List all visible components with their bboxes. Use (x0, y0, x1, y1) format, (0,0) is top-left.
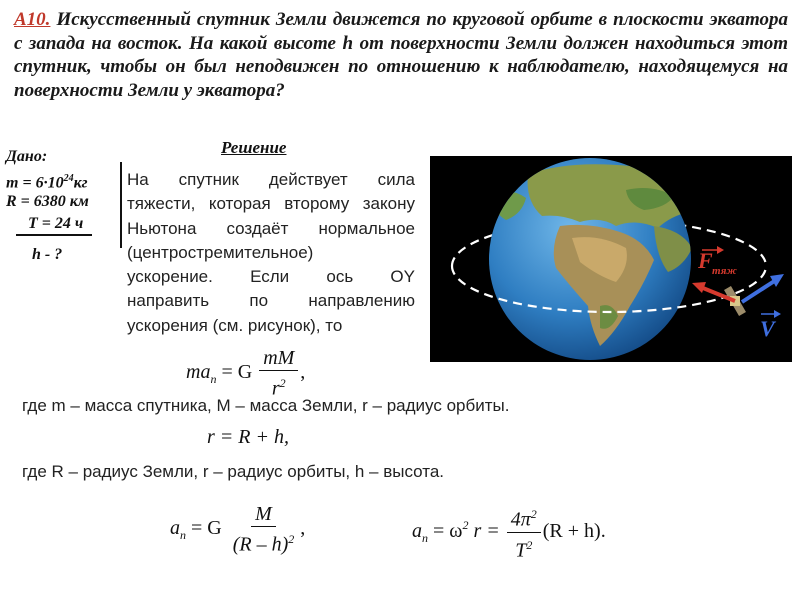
solution-word: по (249, 291, 269, 311)
eq1-den-base: r (271, 377, 280, 400)
solution-word: второму (284, 194, 350, 214)
solution-word: спутник (178, 170, 239, 189)
given-mass-exp: 24 (63, 173, 74, 184)
eq4-mid-exp: 2 (462, 518, 469, 533)
given-separator (120, 162, 122, 248)
eq3-den-exp: 2 (288, 532, 295, 546)
solution-word: сила (377, 170, 415, 189)
eq4-tail: (R + h). (542, 519, 606, 542)
solution-word: ускорение. (127, 267, 213, 287)
orbit-illustration (430, 156, 792, 362)
eq3-numerator: M (251, 502, 276, 527)
solution-word: направить (127, 291, 210, 311)
eq1-lhs-sub: n (210, 371, 217, 386)
eq1-fraction (259, 346, 298, 401)
given-mass-unit: кг (73, 174, 88, 192)
force-subscript: тяж (712, 265, 737, 277)
problem-statement (14, 8, 788, 102)
eq4-numerator (507, 502, 541, 533)
solution-word: создаёт (226, 218, 289, 238)
velocity-label: V (760, 316, 775, 341)
given-mass-prefix: m = 6·10 (6, 174, 64, 192)
solution-word: OY (390, 267, 415, 287)
solution-word: нормальное (318, 218, 415, 238)
given-unknown: h - ? (32, 246, 63, 263)
problem-number: А10. (14, 9, 51, 30)
eq1-numerator: mM (259, 346, 298, 371)
solution-line (127, 168, 415, 192)
eq4-lhs-sub: n (422, 530, 428, 545)
solution-word: закону (362, 194, 415, 214)
eq4-num-exp: 2 (530, 507, 537, 521)
eq4-den-base: T (515, 539, 527, 562)
equation-centripetal-acceleration (412, 502, 606, 562)
solution-word: На (127, 170, 149, 189)
given-title: Дано: (6, 148, 48, 165)
eq1-tail: , (300, 360, 306, 383)
equation-newton-second-law (186, 346, 305, 401)
eq4-num-base: 4π (510, 508, 531, 531)
solution-line (127, 265, 415, 289)
orbit-figure (430, 156, 792, 362)
eq3-lhs-sub: n (180, 527, 186, 542)
eq3-denominator (229, 527, 299, 557)
solution-line (127, 314, 415, 338)
eq3-tail: , (300, 516, 306, 539)
solution-word: направлению (308, 291, 415, 311)
eq4-r: r = (473, 519, 500, 542)
eq4-mid: = ω (433, 519, 463, 542)
eq3-fraction (229, 502, 299, 557)
solution-word: тяжести, (127, 194, 196, 214)
given-divider (16, 234, 92, 236)
solution-word: (центростремительное) (127, 242, 314, 262)
eq1-lhs: ma (186, 360, 211, 383)
problem-text: Искусственный спутник Земли движется по круговой орбите в плоскости экватора с запада на восток. На какой высоте h от поверхности Земли должен находиться этот спутник, чтобы он был неподвижен по отношению к наблюдателю, находящемуся на поверхности Земли у экватора? (14, 9, 788, 101)
explanation-line-2: где R – радиус Земли, r – радиус орбиты, h – высота. (22, 462, 445, 481)
solution-word: Если (250, 267, 290, 287)
eq1-den-exp: 2 (279, 376, 286, 390)
solution-word: Ньютона (127, 218, 197, 238)
solution-word: действует (268, 170, 348, 189)
equation-acceleration-gravity (170, 502, 305, 557)
solution-line (127, 217, 415, 241)
eq3-lhs: a (170, 516, 180, 539)
eq4-den-exp: 2 (526, 537, 533, 552)
solution-word: которая (208, 194, 271, 214)
explanation-line-1: где m – масса спутника, M – масса Земли, r – радиус орбиты. (22, 396, 510, 415)
equation-orbit-radius: r = R + h, (207, 426, 289, 448)
given-period: T = 24 ч (28, 215, 84, 232)
velocity-arrow (742, 274, 784, 318)
given-radius: R = 6380 км (6, 193, 89, 210)
solution-text (127, 168, 415, 338)
solution-line (127, 289, 415, 313)
eq4-lhs: a (412, 519, 422, 542)
solution-title: Решение (221, 138, 287, 157)
eq4-fraction (507, 502, 541, 562)
solution-word: ось (326, 267, 354, 287)
eq4-denominator (511, 533, 536, 563)
solution-word: ускорения (см. рисунок), то (127, 315, 343, 335)
eq3-den-base: (R – h) (232, 533, 289, 556)
eq3-g: = G (191, 516, 222, 539)
force-label: F (698, 248, 713, 273)
solution-line (127, 241, 415, 265)
eq1-g: = G (221, 360, 253, 383)
solution-line (127, 192, 415, 216)
